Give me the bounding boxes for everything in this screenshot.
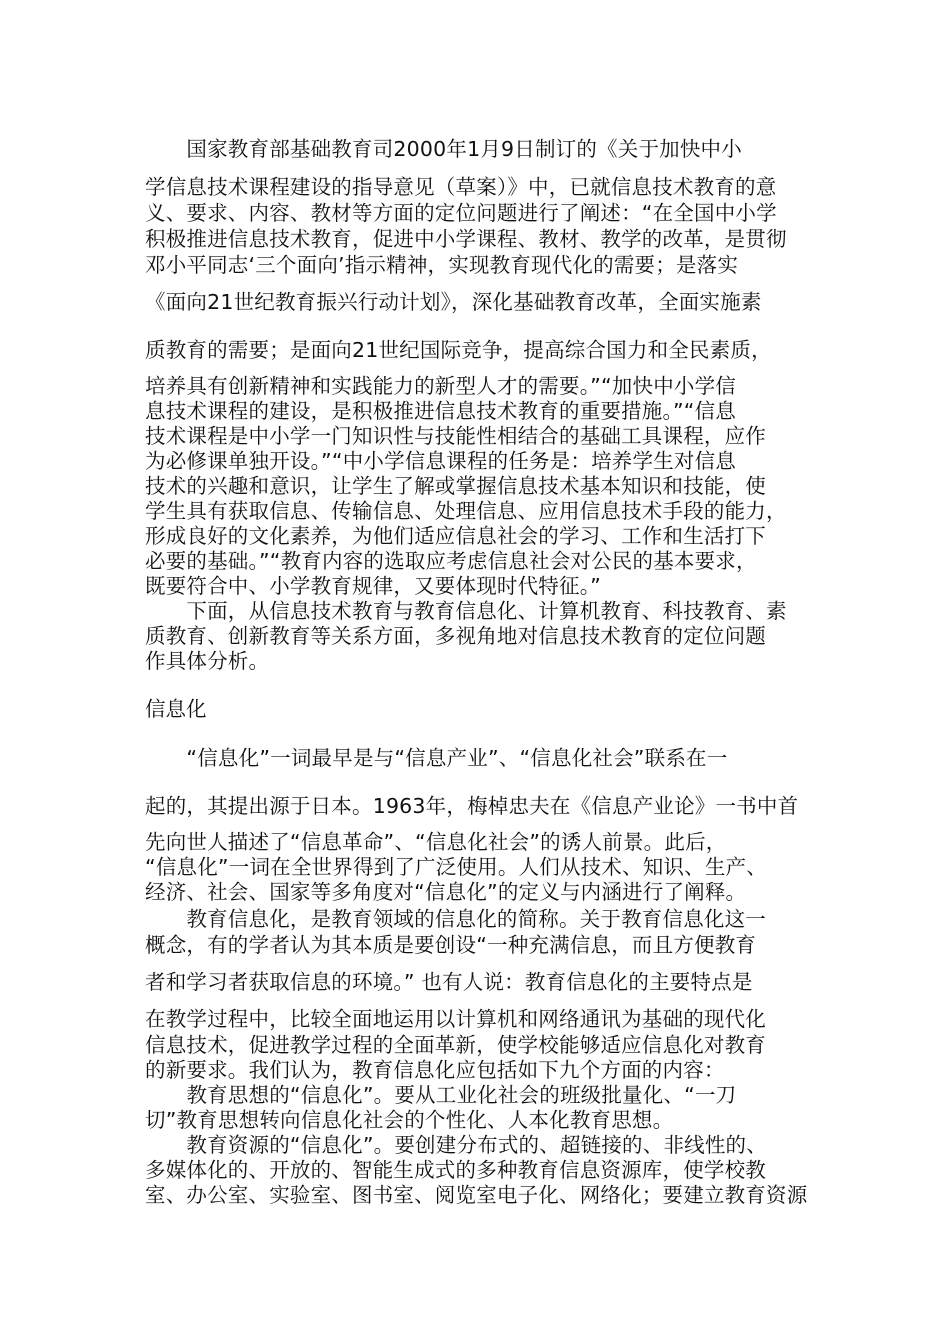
text-line: 质教育、创新教育等关系方面，多视角地对信息技术教育的定位问题 <box>145 624 766 648</box>
text-line: 的新要求。我们认为，教育信息化应包括如下九个方面的内容： <box>145 1058 725 1082</box>
text-line: 概念，有的学者认为其本质是要创设“一种充满信息，而且方便教育 <box>145 933 757 957</box>
text-line: 培养具有创新精神和实践能力的新型人才的需要。”“加快中小学信 <box>145 374 736 398</box>
text-line: 为必修课单独开设。”“中小学信息课程的任务是：培养学生对信息 <box>145 449 736 473</box>
text-line: 技术的兴趣和意识，让学生了解或掌握信息技术基本知识和技能，使 <box>145 474 766 498</box>
text-line: 室、办公室、实验室、图书室、阅览室电子化、网络化；要建立教育资源 <box>145 1183 808 1207</box>
text-line: 技术课程是中小学一门知识性与技能性相结合的基础工具课程，应作 <box>145 424 766 448</box>
text-line: 息技术课程的建设，是积极推进信息技术教育的重要措施。”“信息 <box>145 399 736 423</box>
text-line: 邓小平同志‘三个面向’指示精神，实现教育现代化的需要；是落实 <box>145 253 739 277</box>
text-line: 多媒体化的、开放的、智能生成式的多种教育信息资源库，使学校教 <box>145 1158 766 1182</box>
text-line: “信息化”一词最早是与“信息产业”、“信息化社会”联系在一 <box>145 746 728 770</box>
text-line: 义、要求、内容、教材等方面的定位问题进行了阐述：“在全国中小学 <box>145 201 777 225</box>
text-line: 信息技术，促进教学过程的全面革新，使学校能够适应信息化对教育 <box>145 1033 766 1057</box>
text-line: 学信息技术课程建设的指导意见（草案）》中，已就信息技术教育的意 <box>145 175 777 199</box>
text-line: 质教育的需要；是面向21世纪国际竞争，提高综合国力和全民素质， <box>145 338 772 362</box>
text-line: 既要符合中、小学教育规律，又要体现时代特征。” <box>145 574 601 598</box>
text-line: 经济、社会、国家等多角度对“信息化”的定义与内涵进行了阐释。 <box>145 880 747 904</box>
text-line: 学生具有获取信息、传输信息、处理信息、应用信息技术手段的能力， <box>145 499 787 523</box>
text-line: “信息化”一词在全世界得到了广泛使用。人们从技术、知识、生产、 <box>145 855 767 879</box>
section-heading: 信息化 <box>145 697 207 721</box>
text-line: 在教学过程中，比较全面地运用以计算机和网络通讯为基础的现代化 <box>145 1007 766 1031</box>
text-line: 先向世人描述了“信息革命”、“信息化社会”的诱人前景。此后， <box>145 830 727 854</box>
text-line: 作具体分析。 <box>145 649 270 673</box>
text-line: 者和学习者获取信息的环境。” 也有人说：教育信息化的主要特点是 <box>145 970 753 994</box>
text-line: 起的，其提出源于日本。1963年，梅棹忠夫在《信息产业论》一书中首 <box>145 794 799 818</box>
text-line: 形成良好的文化素养，为他们适应信息社会的学习、工作和生活打下 <box>145 524 766 548</box>
text-line: 必要的基础。”“教育内容的选取应考虑信息社会对公民的基本要求， <box>145 549 757 573</box>
text-line: 积极推进信息技术教育，促进中小学课程、教材、教学的改革，是贯彻 <box>145 227 787 251</box>
text-line: 国家教育部基础教育司2000年1月9日制订的《关于加快中小 <box>145 137 742 161</box>
text-line: 《面向21世纪教育振兴行动计划》，深化基础教育改革，全面实施素 <box>145 290 762 314</box>
text-line: 教育思想的“信息化”。要从工业化社会的班级批量化、“一刀 <box>145 1083 737 1107</box>
text-line: 下面，从信息技术教育与教育信息化、计算机教育、科技教育、素 <box>145 599 787 623</box>
text-line: 教育信息化，是教育领域的信息化的简称。关于教育信息化这一 <box>145 907 766 931</box>
text-line: 教育资源的“信息化”。要创建分布式的、超链接的、非线性的、 <box>145 1133 767 1157</box>
text-line: 切”教育思想转向信息化社会的个性化、人本化教育思想。 <box>145 1108 674 1132</box>
